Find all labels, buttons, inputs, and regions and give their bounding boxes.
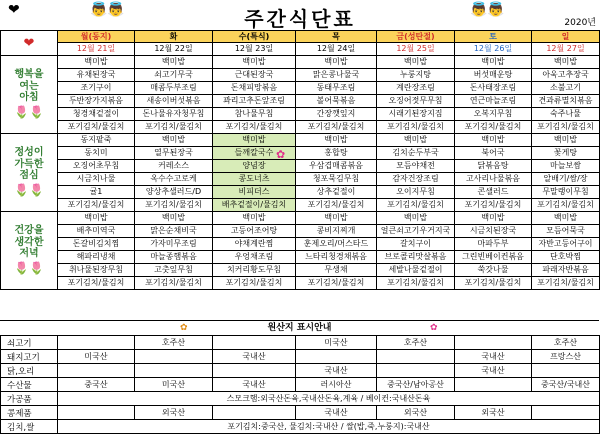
origin-value-cell: 러시아산 xyxy=(296,378,377,392)
tulip-icon: 🌷🌷 xyxy=(14,182,44,197)
origin-value-cell xyxy=(377,350,455,364)
menu-item-cell: 포기김치/물김치 xyxy=(58,121,135,134)
menu-item-cell: 돈채피망볶음 xyxy=(213,82,296,95)
menu-item-cell: 옥수수고로케 xyxy=(135,173,213,186)
date-cell: 12월 24일 xyxy=(296,43,377,56)
menu-item-cell: 포기김치/물김치 xyxy=(296,199,377,212)
menu-item-cell: 가자미무조림 xyxy=(135,238,213,251)
origin-value-cell: 국내산 xyxy=(455,350,532,364)
menu-item-cell: 포기김치/물김치 xyxy=(213,277,296,290)
menu-item-cell: 백미밥 xyxy=(296,212,377,225)
menu-item-cell: 백미밥 xyxy=(532,56,600,69)
date-cell: 12월 22일 xyxy=(135,43,213,56)
menu-item-cell: 포기김치/물김치 xyxy=(455,277,532,290)
day-name-cell: 목 xyxy=(296,31,377,43)
day-name-cell: 일 xyxy=(532,31,600,43)
menu-row xyxy=(1,212,600,225)
origin-value-cell xyxy=(532,364,600,378)
origin-value-cell: 프랑스산 xyxy=(532,350,600,364)
menu-item-cell: 돈사태장조림 xyxy=(455,82,532,95)
meal-label-text: 가득한 xyxy=(14,158,44,170)
origin-table xyxy=(0,335,600,434)
menu-row xyxy=(1,238,600,251)
menu-item-cell: 백미밥 xyxy=(296,134,377,147)
menu-item-cell: 콩비지찌개 xyxy=(296,225,377,238)
menu-item-cell: 포기김치/물김치 xyxy=(532,199,600,212)
menu-item-cell: 오징어젓무무침 xyxy=(377,95,455,108)
origin-value-cell: 미국산 xyxy=(58,350,135,364)
menu-item-cell: 백미밥 xyxy=(377,134,455,147)
menu-row xyxy=(1,199,600,212)
day-name-cell: 금(성탄절) xyxy=(377,31,455,43)
menu-item-cell: 세발나물겉절이 xyxy=(377,264,455,277)
origin-label-cell: 쇠고기 xyxy=(1,336,58,350)
menu-item-cell: 포기김치/물김치 xyxy=(296,121,377,134)
corner-cell xyxy=(1,31,58,56)
origin-value-cell: 미국산 xyxy=(135,378,213,392)
menu-item-cell: 매콤두부조림 xyxy=(135,82,213,95)
meal-label-cell xyxy=(1,134,58,212)
menu-item-cell: 유채된장국 xyxy=(58,69,135,82)
origin-value-cell: 국내산 xyxy=(213,378,296,392)
origin-value-cell: 외국산 xyxy=(455,406,532,420)
menu-item-cell: 오이지무침 xyxy=(377,186,455,199)
origin-value-cell xyxy=(58,336,135,350)
tulip-icon: 🌷🌷 xyxy=(14,260,44,275)
menu-item-cell: 숙주나물 xyxy=(532,108,600,121)
menu-item-cell: 상추겉절이 xyxy=(296,186,377,199)
menu-item-cell: 동지팥죽 xyxy=(58,134,135,147)
menu-item-cell: 비피더스 xyxy=(213,186,296,199)
menu-row xyxy=(1,173,600,186)
menu-item-cell: 돈나물유자청무침 xyxy=(135,108,213,121)
menu-item-cell: 취나물된장무침 xyxy=(58,264,135,277)
origin-value-cell xyxy=(377,364,455,378)
origin-title xyxy=(0,320,599,335)
menu-item-cell: 시금치된장국 xyxy=(455,225,532,238)
flower-icon: ✿ xyxy=(276,148,286,161)
menu-item-cell: 포기김치/물김치 xyxy=(135,121,213,134)
menu-row xyxy=(1,56,600,69)
menu-item-cell: 포기김치/물김치 xyxy=(213,121,296,134)
day-name-row xyxy=(1,31,600,43)
menu-item-cell: 백미밥 xyxy=(532,212,600,225)
menu-item-cell: 쑥갓나물 xyxy=(455,264,532,277)
menu-item-cell: 포기김치/물김치 xyxy=(296,277,377,290)
origin-label-cell: 닭,오리 xyxy=(1,364,58,378)
origin-label-cell: 돼지고기 xyxy=(1,350,58,364)
menu-item-cell: 감자건장조림 xyxy=(377,173,455,186)
origin-value-cell xyxy=(296,350,377,364)
origin-value-cell: 국내산 xyxy=(296,364,377,378)
origin-row xyxy=(1,406,600,420)
menu-item-cell: 치커리황도무침 xyxy=(213,264,296,277)
menu-row xyxy=(1,147,600,160)
menu-item-cell: 단호박찜 xyxy=(532,251,600,264)
menu-item-cell: 백미밥 xyxy=(296,56,377,69)
menu-item-cell: 얼큰쇠고기우거지국 xyxy=(377,225,455,238)
menu-row xyxy=(1,160,600,173)
origin-value-cell xyxy=(213,336,296,350)
menu-row xyxy=(1,121,600,134)
menu-item-cell: 백미밥 xyxy=(135,212,213,225)
menu-item-cell: 동태무조림 xyxy=(296,82,377,95)
menu-item-cell: 청경채겉절이 xyxy=(58,108,135,121)
menu-item-cell: 계란장조림 xyxy=(377,82,455,95)
origin-value-cell xyxy=(213,364,296,378)
meal-label-text: 정성이 xyxy=(14,147,44,159)
menu-item-cell: 마파두부 xyxy=(455,238,532,251)
menu-row xyxy=(1,82,600,95)
menu-item-cell: 닭볶음탕 xyxy=(455,160,532,173)
menu-row xyxy=(1,251,600,264)
origin-value-cell: 국내산 xyxy=(455,364,532,378)
menu-item-cell: 맑은콩나물국 xyxy=(296,69,377,82)
menu-item-cell: 배추겉절이/물김치 xyxy=(213,199,296,212)
origin-value-cell: 중국산 xyxy=(58,378,135,392)
menu-row xyxy=(1,69,600,82)
menu-item-cell: 들깨칼국수 xyxy=(213,147,296,160)
angel-decoration-right: 👼👼 xyxy=(470,2,505,18)
menu-item-cell: 콘샐러드 xyxy=(455,186,532,199)
meal-label-text: 생각한 xyxy=(14,236,44,248)
day-name-cell: 토 xyxy=(455,31,532,43)
menu-item-cell: 오복지무침 xyxy=(455,108,532,121)
menu-item-cell: 우엉채조림 xyxy=(213,251,296,264)
menu-item-cell: 느타리청경채볶음 xyxy=(296,251,377,264)
menu-item-cell: 소불고기 xyxy=(532,82,600,95)
menu-item-cell: 커레소스 xyxy=(135,160,213,173)
menu-item-cell: 백미밥 xyxy=(135,134,213,147)
menu-item-cell: 자반고등어구이 xyxy=(532,238,600,251)
menu-item-cell: 아욱고추장국 xyxy=(532,69,600,82)
date-cell: 12월 25일 xyxy=(377,43,455,56)
menu-item-cell: 맑은순채비국 xyxy=(135,225,213,238)
origin-value-cell xyxy=(455,378,532,392)
origin-value-cell: 호주산 xyxy=(135,336,213,350)
menu-item-cell: 마늘보쌈 xyxy=(532,160,600,173)
origin-value-cell xyxy=(135,364,213,378)
menu-item-cell: 청포묵김무침 xyxy=(296,173,377,186)
menu-item-cell: 브로콜리맛살볶음 xyxy=(377,251,455,264)
origin-label-cell: 수산물 xyxy=(1,378,58,392)
menu-item-cell: 고사리나물볶음 xyxy=(455,173,532,186)
menu-row xyxy=(1,277,600,290)
origin-label-cell: 가공품 xyxy=(1,392,58,406)
meal-label-text: 점심 xyxy=(19,170,39,182)
day-name-cell: 화 xyxy=(135,31,213,43)
meal-label-cell xyxy=(1,212,58,290)
menu-item-cell: 포기김치/물김치 xyxy=(455,121,532,134)
origin-row xyxy=(1,392,600,406)
menu-item-cell: 백미밥 xyxy=(377,56,455,69)
menu-item-cell: 고춧잎무침 xyxy=(135,264,213,277)
menu-item-cell: 참나물무침 xyxy=(213,108,296,121)
menu-item-cell: 모듬야채전 xyxy=(377,160,455,173)
menu-item-cell: 포기김치/물김치 xyxy=(135,277,213,290)
origin-label-cell: 김치,쌀 xyxy=(1,420,58,434)
heart-cloud-decoration: ❤ xyxy=(8,2,20,18)
menu-row xyxy=(1,186,600,199)
menu-item-cell: 백미밥 xyxy=(58,56,135,69)
menu-row xyxy=(1,108,600,121)
meal-label-cell xyxy=(1,56,58,134)
menu-item-cell: 백미밥 xyxy=(377,212,455,225)
origin-value-cell: 중국산/남아공산 xyxy=(377,378,455,392)
menu-item-cell: 무말랭이무침 xyxy=(532,186,600,199)
origin-value-cell: 외국산 xyxy=(135,406,213,420)
menu-item-cell: 포기김치/물김치 xyxy=(58,199,135,212)
origin-row xyxy=(1,364,600,378)
menu-item-cell: 포기김치/물김치 xyxy=(135,199,213,212)
menu-item-cell: 고등어조어탕 xyxy=(213,225,296,238)
menu-item-cell: 시금치나물 xyxy=(58,173,135,186)
origin-label-cell: 콩제품 xyxy=(1,406,58,420)
menu-row xyxy=(1,134,600,147)
date-cell: 12월 27일 xyxy=(532,43,600,56)
menu-item-cell: 양상추샐러드/D xyxy=(135,186,213,199)
menu-item-cell: 갈치구이 xyxy=(377,238,455,251)
menu-item-cell: 꽈리고추돈앞조림 xyxy=(213,95,296,108)
menu-item-cell: 백미밥 xyxy=(455,134,532,147)
origin-section xyxy=(0,320,599,434)
menu-item-cell: 백미밥 xyxy=(213,134,296,147)
menu-item-cell: 쇠고기무국 xyxy=(135,69,213,82)
menu-item-cell: 견과류멸치볶음 xyxy=(532,95,600,108)
menu-item-cell: 모듬어묵국 xyxy=(532,225,600,238)
origin-row xyxy=(1,420,600,434)
origin-value-cell: 미국산 xyxy=(296,336,377,350)
flower-icon: ✿ xyxy=(430,323,438,333)
origin-value-cell: 국내산 xyxy=(213,350,296,364)
menu-item-cell: 포기김치/물김치 xyxy=(377,121,455,134)
meal-label-text: 아침 xyxy=(19,92,39,104)
menu-item-cell: 동치미 xyxy=(58,147,135,160)
origin-value-cell xyxy=(58,406,135,420)
tulip-icon: 🌷🌷 xyxy=(14,104,44,119)
origin-value-cell: 중국산/국내산 xyxy=(532,378,600,392)
origin-value-cell xyxy=(455,336,532,350)
date-cell: 12월 21일 xyxy=(58,43,135,56)
origin-value-cell xyxy=(58,364,135,378)
menu-item-cell: 알배기/쌈/장 xyxy=(532,173,600,186)
menu-item-cell: 백미밥 xyxy=(58,212,135,225)
origin-value-cell xyxy=(135,350,213,364)
menu-item-cell: 새송이버섯볶음 xyxy=(135,95,213,108)
header xyxy=(0,0,600,31)
menu-item-cell: 포기김치/물김치 xyxy=(455,199,532,212)
menu-item-cell: 파래자반볶음 xyxy=(532,264,600,277)
meal-label-text: 건강을 xyxy=(14,225,44,237)
meal-label-text: 저녁 xyxy=(19,248,39,260)
menu-item-cell: 해파리냉채 xyxy=(58,251,135,264)
day-name-cell: 월(동지) xyxy=(58,31,135,43)
menu-item-cell: 백미밥 xyxy=(213,56,296,69)
menu-item-cell: 열무된장국 xyxy=(135,147,213,160)
page-title: 주간식단표 xyxy=(244,7,356,31)
menu-item-cell: 배추미역국 xyxy=(58,225,135,238)
origin-row xyxy=(1,378,600,392)
origin-value-cell xyxy=(213,406,296,420)
origin-value-cell: 국내산 xyxy=(296,406,377,420)
menu-item-cell: 포기김치/물김치 xyxy=(58,277,135,290)
date-cell: 12월 26일 xyxy=(455,43,532,56)
menu-item-cell: 북어국 xyxy=(455,147,532,160)
menu-item-cell: 백미밥 xyxy=(532,134,600,147)
menu-row xyxy=(1,264,600,277)
menu-item-cell: 우삼겹매콤볶음 xyxy=(296,160,377,173)
menu-item-cell: 백미밥 xyxy=(135,56,213,69)
menu-item-cell: 근대된장국 xyxy=(213,69,296,82)
menu-item-cell: 오징어초무침 xyxy=(58,160,135,173)
angel-decoration-left: 👼👼 xyxy=(90,2,125,18)
menu-item-cell: 그린빈베이컨볶음 xyxy=(455,251,532,264)
menu-item-cell: 포기김치/물김치 xyxy=(377,199,455,212)
menu-item-cell: 돈갈비김치찜 xyxy=(58,238,135,251)
menu-item-cell: 포기김치/물김치 xyxy=(532,121,600,134)
menu-item-cell: 백미밥 xyxy=(455,212,532,225)
menu-item-cell: 귤1 xyxy=(58,186,135,199)
origin-title-text: 원산지 표시안내 xyxy=(267,323,332,333)
menu-item-cell: 홍합탕 xyxy=(296,147,377,160)
origin-value-cell: 호주산 xyxy=(377,336,455,350)
origin-span-cell: 스모크햄:외국산돈육,국내산돈육,계육 / 베이컨:국내산돈육 xyxy=(58,392,600,406)
menu-item-cell: 콩도너츠 xyxy=(213,173,296,186)
menu-item-cell: 마늘종햄볶음 xyxy=(135,251,213,264)
date-cell: 12월 23일 xyxy=(213,43,296,56)
origin-value-cell xyxy=(532,406,600,420)
origin-row xyxy=(1,350,600,364)
meal-label-text: 여는 xyxy=(19,80,39,92)
menu-row xyxy=(1,95,600,108)
menu-item-cell: 포기김치/물김치 xyxy=(377,277,455,290)
menu-item-cell: 간장깻잎지 xyxy=(296,108,377,121)
menu-item-cell: 두반장가지볶음 xyxy=(58,95,135,108)
menu-item-cell: 누룽지탕 xyxy=(377,69,455,82)
date-row xyxy=(1,43,600,56)
menu-item-cell: 훈제오리/머스타드 xyxy=(296,238,377,251)
origin-span-cell: 포기김치:중국산, 물김치:국내산 / 쌀(밥,죽,누룽지):국내산 xyxy=(58,420,600,434)
menu-item-cell: 연근마늘조림 xyxy=(455,95,532,108)
menu-item-cell: 김치순두부국 xyxy=(377,147,455,160)
origin-value-cell: 외국산 xyxy=(377,406,455,420)
menu-item-cell: 양념장 xyxy=(213,160,296,173)
origin-row xyxy=(1,336,600,350)
day-name-cell: 수(특식) xyxy=(213,31,296,43)
menu-item-cell: 야채계란찜 xyxy=(213,238,296,251)
menu-item-cell: 백미밥 xyxy=(213,212,296,225)
menu-item-cell: 조기구이 xyxy=(58,82,135,95)
heart-icon: ❤ xyxy=(23,35,35,51)
menu-item-cell: 포기김치/물김치 xyxy=(532,277,600,290)
menu-item-cell: 꽃게탕 xyxy=(532,147,600,160)
weekly-menu-table xyxy=(0,30,600,290)
menu-item-cell: 버섯매운탕 xyxy=(455,69,532,82)
year-label: 2020년 xyxy=(564,18,596,28)
menu-item-cell: 무생채 xyxy=(296,264,377,277)
menu-item-cell: 볼어묵볶음 xyxy=(296,95,377,108)
menu-item-cell: 백미밥 xyxy=(455,56,532,69)
flower-icon: ✿ xyxy=(180,323,188,333)
menu-item-cell: 시래기된장지짐 xyxy=(377,108,455,121)
origin-value-cell: 호주산 xyxy=(532,336,600,350)
meal-label-text: 행복을 xyxy=(14,69,44,81)
menu-row xyxy=(1,225,600,238)
